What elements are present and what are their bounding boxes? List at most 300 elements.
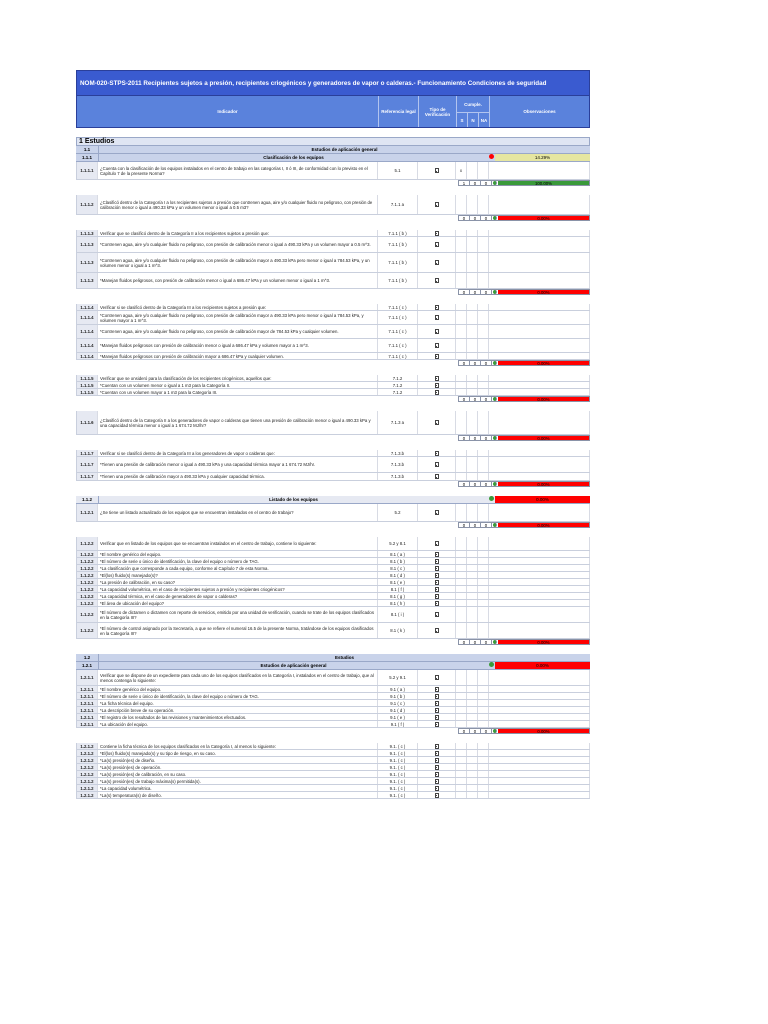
cumple-s-cell[interactable] <box>456 586 467 592</box>
cumple-s-cell[interactable] <box>456 237 467 252</box>
cumple-na-cell[interactable] <box>478 771 489 777</box>
cumple-n-cell[interactable] <box>467 537 478 550</box>
observations-cell[interactable] <box>489 572 590 578</box>
cumple-na-cell[interactable] <box>478 600 489 606</box>
cumple-na-cell[interactable] <box>478 353 489 359</box>
cumple-s-cell[interactable]: x <box>456 162 467 179</box>
cumple-s-cell[interactable] <box>456 714 467 720</box>
cumple-n-cell[interactable] <box>467 586 478 592</box>
observations-cell[interactable] <box>489 623 590 638</box>
subsection-title: Estudios <box>334 655 354 660</box>
cumple-s-cell[interactable] <box>456 304 467 310</box>
observations-cell[interactable] <box>489 743 590 749</box>
observations-cell[interactable] <box>489 714 590 720</box>
cumple-n-cell[interactable] <box>467 700 478 706</box>
table-row <box>76 253 590 273</box>
table-row <box>76 670 590 686</box>
cumple-n-cell[interactable] <box>467 375 478 381</box>
legal-reference: 5.2 y 8.1 <box>378 537 418 550</box>
cumple-n-cell[interactable] <box>467 353 478 359</box>
total-n: 0 <box>470 216 481 220</box>
cumple-na-cell[interactable] <box>478 670 489 685</box>
observations-cell[interactable] <box>489 551 590 557</box>
cumple-na-cell[interactable] <box>478 382 489 388</box>
verification-type <box>418 230 456 236</box>
observations-cell[interactable] <box>489 792 590 798</box>
observations-cell[interactable] <box>489 764 590 770</box>
cumple-s-cell[interactable] <box>456 607 467 622</box>
header-tipo: Tipo de Verificación <box>419 96 457 127</box>
cumple-na-cell[interactable] <box>478 375 489 381</box>
total-s: 0 <box>459 290 470 294</box>
cumple-s-cell[interactable] <box>456 473 467 480</box>
verification-type <box>418 572 456 578</box>
cumple-na-cell[interactable] <box>478 551 489 557</box>
cumple-n-cell[interactable] <box>467 473 478 480</box>
verification-type <box>418 382 456 388</box>
indicator-text: Verificar si se clasificó dentro de la Categoría III a los recipientes sujetos a presión que: <box>98 304 378 310</box>
cumple-na-cell[interactable] <box>478 162 489 179</box>
cumple-s-cell[interactable] <box>456 551 467 557</box>
indicator-text: *El área de ubicación del equipo? <box>98 600 378 606</box>
verification-type <box>418 707 456 713</box>
cumple-n-cell[interactable] <box>467 411 478 434</box>
observations-cell[interactable] <box>489 757 590 763</box>
cumple-n-cell[interactable] <box>467 686 478 692</box>
cumple-na-cell[interactable] <box>478 714 489 720</box>
cumple-na-cell[interactable] <box>478 778 489 784</box>
verification-type <box>418 792 456 798</box>
observations-cell[interactable] <box>489 311 590 324</box>
cumple-s-cell[interactable] <box>456 450 467 456</box>
cumple-n-cell[interactable] <box>467 389 478 395</box>
cumple-na-cell[interactable] <box>478 593 489 599</box>
cumple-s-cell[interactable] <box>456 707 467 713</box>
cumple-s-cell[interactable] <box>456 623 467 638</box>
subsection-number: 1.1.2 <box>76 496 99 503</box>
cumple-n-cell[interactable] <box>467 339 478 352</box>
indicator-text: *La ubicación del equipo. <box>98 721 378 727</box>
observations-cell[interactable] <box>489 700 590 706</box>
observations-cell[interactable] <box>489 389 590 395</box>
cumple-n-cell[interactable] <box>467 450 478 456</box>
cumple-n-cell[interactable] <box>467 757 478 763</box>
cumple-n-cell[interactable] <box>467 195 478 214</box>
indicator-text: *La descripción breve de su operación. <box>98 707 378 713</box>
cumple-n-cell[interactable] <box>467 253 478 272</box>
spacer <box>76 402 590 411</box>
row-number: 1.2.1.2 <box>76 743 98 749</box>
cumple-n-cell[interactable] <box>467 764 478 770</box>
table-row <box>76 537 590 551</box>
cumple-na-cell[interactable] <box>478 579 489 585</box>
document-icon <box>435 772 439 777</box>
legal-reference: 7.1.1 ( b ) <box>378 237 418 252</box>
observations-cell[interactable] <box>489 778 590 784</box>
indicator-text: *Tienen una presión de calibración menor o igual a 490.33 kPa y una capacidad térmica mayor a 1 674.72 MJ/hr. <box>98 457 378 472</box>
cumple-n-cell[interactable] <box>467 457 478 472</box>
spacer <box>76 441 590 450</box>
cumple-s-cell[interactable] <box>456 565 467 571</box>
subsection-header <box>76 146 590 154</box>
document-icon <box>435 687 439 692</box>
table-row <box>76 607 590 623</box>
subsection-header <box>76 662 590 670</box>
cumple-s-cell[interactable] <box>456 325 467 338</box>
cumple-n-cell[interactable] <box>467 623 478 638</box>
cumple-n-cell[interactable] <box>467 670 478 685</box>
cumple-s-cell[interactable] <box>456 743 467 749</box>
row-number: 1.2.1.1 <box>76 693 98 699</box>
document-icon <box>435 628 439 633</box>
status-dot-icon <box>493 290 497 294</box>
table-row <box>76 750 590 757</box>
observations-cell[interactable] <box>489 304 590 310</box>
indicator-text: *La ficha técnica del equipo. <box>98 700 378 706</box>
cumple-na-cell[interactable] <box>478 304 489 310</box>
cumple-n-cell[interactable] <box>467 785 478 791</box>
cumple-na-cell[interactable] <box>478 558 489 564</box>
cumple-na-cell[interactable] <box>478 450 489 456</box>
row-number: 1.1.1.5 <box>76 375 98 381</box>
observations-cell[interactable] <box>489 693 590 699</box>
cumple-n-cell[interactable] <box>467 551 478 557</box>
document-icon <box>435 451 439 456</box>
cumple-s-cell[interactable] <box>456 375 467 381</box>
observations-cell[interactable] <box>489 457 590 472</box>
table-row <box>76 389 590 396</box>
cumple-s-cell[interactable] <box>456 389 467 395</box>
observations-cell[interactable] <box>489 771 590 777</box>
table-row <box>76 558 590 565</box>
cumple-n-cell[interactable] <box>467 273 478 288</box>
observations-cell[interactable] <box>489 375 590 381</box>
observations-cell[interactable] <box>489 230 590 236</box>
document-icon <box>435 168 439 173</box>
table-row <box>76 382 590 389</box>
verification-type <box>418 375 456 381</box>
total-na: 0 <box>481 729 492 733</box>
cumple-s-cell[interactable] <box>456 792 467 798</box>
spacer <box>76 221 590 230</box>
cumple-n-cell[interactable] <box>467 743 478 749</box>
document-icon <box>435 573 439 578</box>
spacer <box>76 645 590 654</box>
row-number: 1.1.1.4 <box>76 353 98 359</box>
cumple-na-cell[interactable] <box>478 311 489 324</box>
legal-reference: 7.1.2 <box>378 389 418 395</box>
cumple-na-cell[interactable] <box>478 792 489 798</box>
verification-type <box>418 537 456 550</box>
cumple-n-cell[interactable] <box>467 572 478 578</box>
cumple-na-cell[interactable] <box>478 273 489 288</box>
cumple-s-cell[interactable] <box>456 778 467 784</box>
cumple-s-cell[interactable] <box>456 785 467 791</box>
observations-cell[interactable] <box>489 162 590 179</box>
cumple-na-cell[interactable] <box>478 473 489 480</box>
legal-reference: 9.1. ( c ) <box>378 778 418 784</box>
cumple-n-cell[interactable] <box>467 565 478 571</box>
indicator-text: Verificar que se clasificó dentro de la Categoría II a los recipientes sujetos a presión que: <box>98 230 378 236</box>
cumple-s-cell[interactable] <box>456 693 467 699</box>
observations-cell[interactable] <box>489 586 590 592</box>
cumple-na-cell[interactable] <box>478 586 489 592</box>
table-row <box>76 757 590 764</box>
cumple-n-cell[interactable] <box>467 778 478 784</box>
cumple-s-cell[interactable] <box>456 537 467 550</box>
observations-cell[interactable] <box>489 607 590 622</box>
indicator-text: *La(s) presión(es) de operación. <box>98 764 378 770</box>
document-icon <box>435 305 439 310</box>
cumple-s-cell[interactable] <box>456 382 467 388</box>
cumple-na-cell[interactable] <box>478 565 489 571</box>
table-header <box>76 96 590 128</box>
total-na: 0 <box>481 482 492 486</box>
cumple-s-cell[interactable] <box>456 572 467 578</box>
indicator-text: *El número de serie o único de identificación, la clave del equipo o número de TAG. <box>98 693 378 699</box>
cumple-na-cell[interactable] <box>478 504 489 521</box>
observations-cell[interactable] <box>489 411 590 434</box>
row-number: 1.1.1.3 <box>76 230 98 236</box>
cumple-n-cell[interactable] <box>467 593 478 599</box>
table-row <box>76 686 590 693</box>
row-number: 1.1.1.7 <box>76 473 98 480</box>
document-icon <box>435 354 439 359</box>
cumple-na-cell[interactable] <box>478 572 489 578</box>
verification-type <box>418 273 456 288</box>
cumple-s-cell[interactable] <box>456 750 467 756</box>
legal-reference: 7.1.1 ( c ) <box>378 304 418 310</box>
status-dot-icon <box>493 729 497 733</box>
cumple-na-cell[interactable] <box>478 743 489 749</box>
document-icon <box>435 675 439 680</box>
observations-cell[interactable] <box>489 593 590 599</box>
row-number: 1.1.2.1 <box>76 504 98 521</box>
document-icon <box>435 744 439 749</box>
legal-reference: 9.1 ( a ) <box>378 686 418 692</box>
observations-cell[interactable] <box>489 579 590 585</box>
cumple-na-cell[interactable] <box>478 457 489 472</box>
cumple-s-cell[interactable] <box>456 593 467 599</box>
table-row <box>76 311 590 325</box>
cumple-n-cell[interactable] <box>467 714 478 720</box>
legal-reference: 5.1 <box>378 162 418 179</box>
indicator-text: Verificar que en listado de los equipos que se encuentran instalados en el centro de trabajo, contiene lo siguiente: <box>98 537 378 550</box>
cumple-s-cell[interactable] <box>456 721 467 727</box>
indicator-text: *La(s) presión(es) de diseño. <box>98 757 378 763</box>
cumple-n-cell[interactable] <box>467 600 478 606</box>
cumple-s-cell[interactable] <box>456 311 467 324</box>
cumple-na-cell[interactable] <box>478 237 489 252</box>
cumple-na-cell[interactable] <box>478 686 489 692</box>
cumple-s-cell[interactable] <box>456 700 467 706</box>
verification-type <box>418 253 456 272</box>
document-title: NOM-020-STPS-2011 Recipientes sujetos a presión, recipientes criogénicos y generadores de vapor o calderas.- Funcionamiento Condiciones de seguridad <box>76 70 590 96</box>
cumple-na-cell[interactable] <box>478 693 489 699</box>
cumple-n-cell[interactable] <box>467 707 478 713</box>
cumple-n-cell[interactable] <box>467 771 478 777</box>
cumple-na-cell[interactable] <box>478 764 489 770</box>
cumple-s-cell[interactable] <box>456 558 467 564</box>
cumple-s-cell[interactable] <box>456 457 467 472</box>
observations-cell[interactable] <box>489 273 590 288</box>
table-row <box>76 375 590 382</box>
total-na: 0 <box>481 436 492 440</box>
cumple-n-cell[interactable] <box>467 237 478 252</box>
observations-cell[interactable] <box>489 195 590 214</box>
document-icon <box>435 390 439 395</box>
table-row <box>76 195 590 215</box>
cumple-s-cell[interactable] <box>456 686 467 692</box>
cumple-na-cell[interactable] <box>478 757 489 763</box>
table-row <box>76 586 590 593</box>
cumple-n-cell[interactable] <box>467 311 478 324</box>
cumple-s-cell[interactable] <box>456 230 467 236</box>
row-number: 1.2.1.1 <box>76 707 98 713</box>
cumple-n-cell[interactable] <box>467 750 478 756</box>
row-number: 1.1.1.4 <box>76 311 98 324</box>
verification-type <box>418 700 456 706</box>
document-icon <box>435 587 439 592</box>
observations-cell[interactable] <box>489 339 590 352</box>
cumple-n-cell[interactable] <box>467 558 478 564</box>
verification-type <box>418 607 456 622</box>
cumple-n-cell[interactable] <box>467 504 478 521</box>
table-row <box>76 411 590 435</box>
cumple-na-cell[interactable] <box>478 721 489 727</box>
total-n: 0 <box>470 482 481 486</box>
cumple-n-cell[interactable] <box>467 162 478 179</box>
cumple-n-cell[interactable] <box>467 304 478 310</box>
indicator-text: *La capacidad volumétrica. <box>98 785 378 791</box>
legal-reference: 7.1.3.b <box>378 450 418 456</box>
total-na: 0 <box>481 523 492 527</box>
table-row <box>76 339 590 353</box>
observations-cell[interactable] <box>489 237 590 252</box>
observations-cell[interactable] <box>489 473 590 480</box>
cumple-s-cell[interactable] <box>456 273 467 288</box>
cumple-na-cell[interactable] <box>478 253 489 272</box>
cumple-na-cell[interactable] <box>478 411 489 434</box>
observations-cell[interactable] <box>489 382 590 388</box>
cumple-na-cell[interactable] <box>478 230 489 236</box>
observations-cell[interactable] <box>489 353 590 359</box>
observations-cell[interactable] <box>489 325 590 338</box>
cumple-s-cell[interactable] <box>456 771 467 777</box>
document-icon <box>435 329 439 334</box>
verification-type <box>418 450 456 456</box>
observations-cell[interactable] <box>489 450 590 456</box>
row-number: 1.2.1.1 <box>76 714 98 720</box>
total-s: 0 <box>459 640 470 644</box>
observations-cell[interactable] <box>489 504 590 521</box>
observations-cell[interactable] <box>489 721 590 727</box>
cumple-s-cell[interactable] <box>456 670 467 685</box>
verification-type <box>418 750 456 756</box>
cumple-na-cell[interactable] <box>478 537 489 550</box>
cumple-na-cell[interactable] <box>478 623 489 638</box>
observations-cell[interactable] <box>489 537 590 550</box>
spacer <box>76 366 590 375</box>
cumple-s-cell[interactable] <box>456 579 467 585</box>
legal-reference: 9.1. ( c ) <box>378 757 418 763</box>
observations-cell[interactable] <box>489 785 590 791</box>
document-icon <box>435 779 439 784</box>
subsection-number: 1.1 <box>76 146 99 153</box>
row-number: 1.1.1.2 <box>76 195 98 214</box>
observations-cell[interactable] <box>489 707 590 713</box>
subsection-percentage: 14.29% <box>495 154 590 161</box>
cumple-s-cell[interactable] <box>456 757 467 763</box>
observations-cell[interactable] <box>489 750 590 756</box>
cumple-n-cell[interactable] <box>467 607 478 622</box>
cumple-s-cell[interactable] <box>456 600 467 606</box>
observations-cell[interactable] <box>489 558 590 564</box>
observations-cell[interactable] <box>489 253 590 272</box>
cumple-s-cell[interactable] <box>456 195 467 214</box>
cumple-s-cell[interactable] <box>456 504 467 521</box>
status-dot-icon <box>489 662 494 667</box>
cumple-n-cell[interactable] <box>467 792 478 798</box>
cumple-s-cell[interactable] <box>456 353 467 359</box>
observations-cell[interactable] <box>489 670 590 685</box>
cumple-na-cell[interactable] <box>478 195 489 214</box>
table-row <box>76 743 590 750</box>
observations-cell[interactable] <box>489 686 590 692</box>
header-cumple-label: Cumple. <box>457 96 489 113</box>
subsection-number: 1.1.1 <box>76 154 99 161</box>
verification-type <box>418 457 456 472</box>
cumple-na-cell[interactable] <box>478 707 489 713</box>
header-referencia: Referencia legal <box>379 96 419 127</box>
observations-cell[interactable] <box>489 565 590 571</box>
row-number: 1.1.1.3 <box>76 273 98 288</box>
header-cumple <box>457 96 490 127</box>
cumple-n-cell[interactable] <box>467 693 478 699</box>
cumple-n-cell[interactable] <box>467 579 478 585</box>
verification-type <box>418 686 456 692</box>
cumple-n-cell[interactable] <box>467 382 478 388</box>
cumple-na-cell[interactable] <box>478 700 489 706</box>
cumple-s-cell[interactable] <box>456 764 467 770</box>
verification-type <box>418 339 456 352</box>
total-n: 0 <box>470 361 481 365</box>
section-title: 1 Estudios <box>76 137 590 146</box>
cumple-n-cell[interactable] <box>467 230 478 236</box>
cumple-s-cell[interactable] <box>456 411 467 434</box>
cumple-na-cell[interactable] <box>478 325 489 338</box>
cumple-na-cell[interactable] <box>478 785 489 791</box>
cumple-n-cell[interactable] <box>467 721 478 727</box>
observations-cell[interactable] <box>489 600 590 606</box>
cumple-s-cell[interactable] <box>456 339 467 352</box>
document-icon <box>435 594 439 599</box>
indicator-text: *Contrenen agua, aire y/o cualquier fluido no peligroso, con presión de calibración menor o igual a 490.33 kPa y un volumen mayor a 0.5 m^3. <box>98 237 378 252</box>
row-number: 1.1.1.1 <box>76 162 98 179</box>
cumple-na-cell[interactable] <box>478 607 489 622</box>
table-row <box>76 579 590 586</box>
cumple-na-cell[interactable] <box>478 750 489 756</box>
cumple-s-cell[interactable] <box>456 253 467 272</box>
cumple-na-cell[interactable] <box>478 339 489 352</box>
row-number: 1.1.1.7 <box>76 450 98 456</box>
verification-type <box>418 162 456 179</box>
cumple-n-cell[interactable] <box>467 325 478 338</box>
cumple-na-cell[interactable] <box>478 389 489 395</box>
table-row <box>76 162 590 180</box>
row-number: 1.2.1.2 <box>76 792 98 798</box>
indicator-text: Verificar si se clasificó dentro de la Categoría III a los generadores de vapor o calderas que: <box>98 450 378 456</box>
